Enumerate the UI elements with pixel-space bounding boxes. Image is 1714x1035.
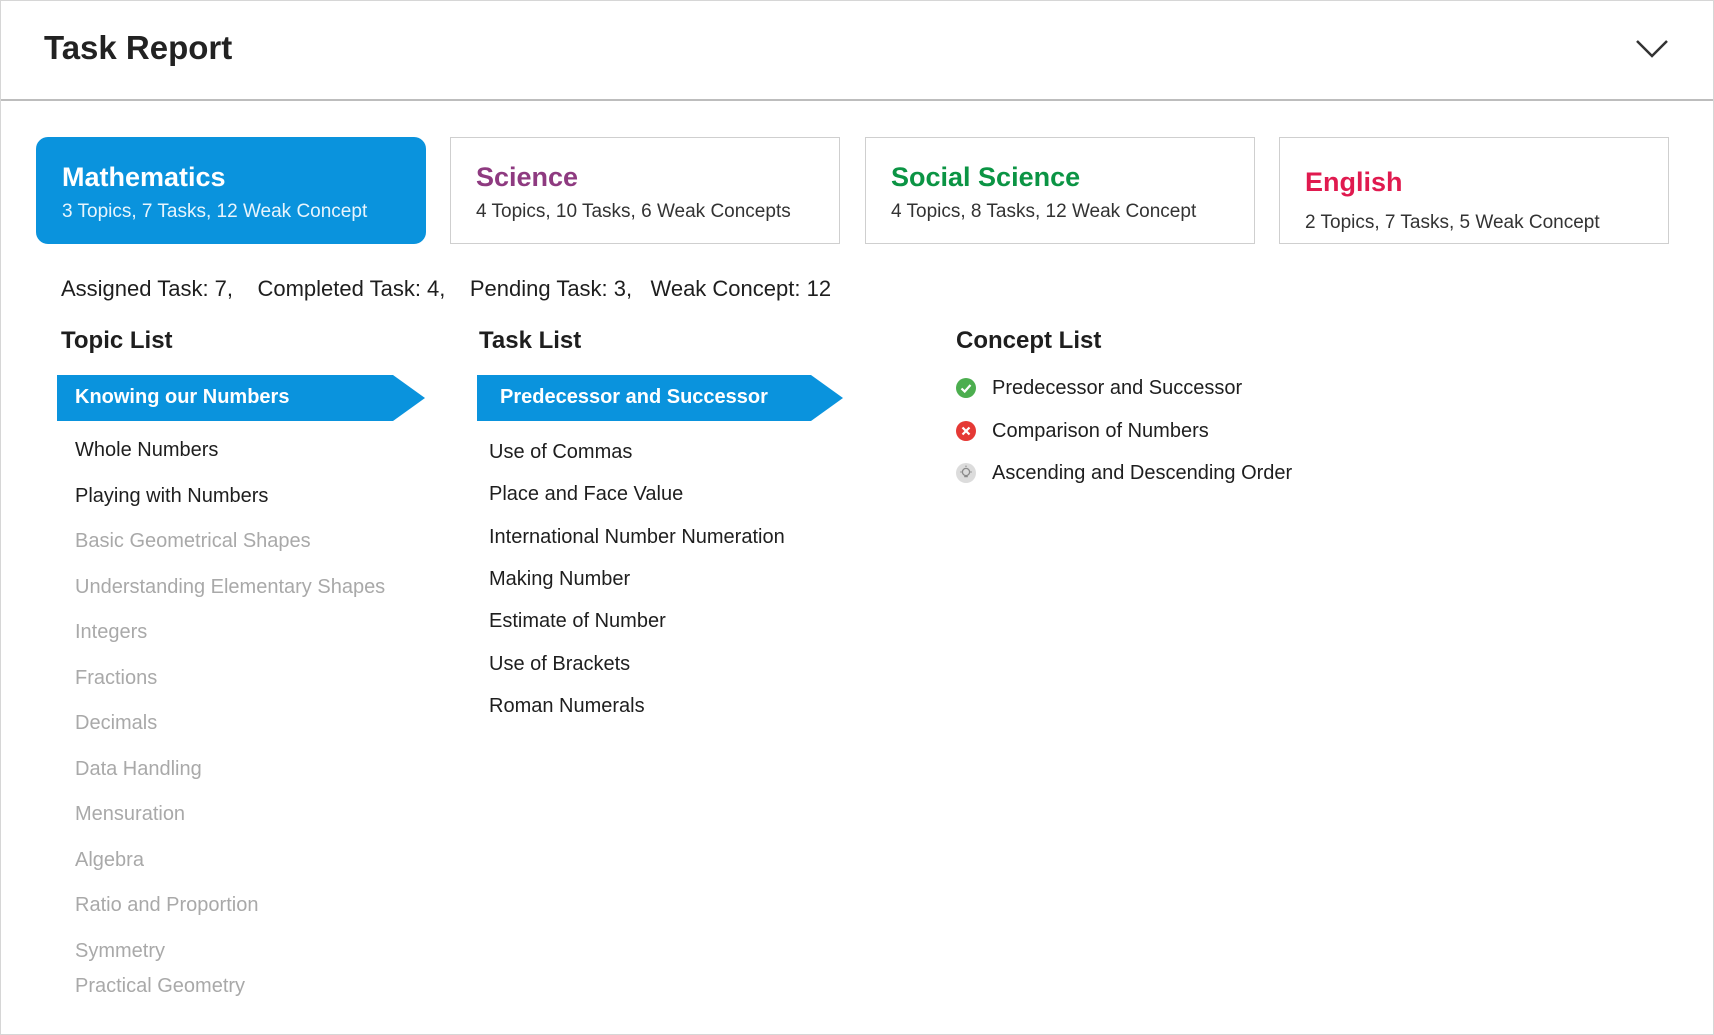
lightbulb-icon [956, 463, 976, 483]
topic-list-title: Topic List [61, 327, 173, 354]
subject-meta: 4 Topics, 8 Tasks, 12 Weak Concept [891, 201, 1197, 222]
topic-item[interactable]: Playing with Numbers [75, 485, 269, 507]
assigned-count: Assigned Task: 7, [61, 276, 234, 301]
concept-item[interactable]: Comparison of Numbers [992, 420, 1209, 442]
topic-item[interactable]: Practical Geometry [75, 975, 246, 997]
subject-name: English [1305, 167, 1403, 197]
check-circle-icon [956, 378, 976, 398]
subject-meta: 4 Topics, 10 Tasks, 6 Weak Concepts [476, 201, 791, 222]
subject-card-social-science[interactable] [865, 137, 1255, 244]
completed-count: Completed Task: 4, [257, 276, 446, 301]
topic-item[interactable]: Understanding Elementary Shapes [75, 576, 386, 598]
subject-card-science[interactable] [450, 137, 840, 244]
subject-meta: 2 Topics, 7 Tasks, 5 Weak Concept [1305, 212, 1600, 233]
topic-item[interactable]: Decimals [75, 712, 158, 734]
task-item[interactable]: Roman Numerals [489, 695, 645, 717]
topic-item[interactable]: Whole Numbers [75, 439, 219, 461]
topic-item[interactable]: Integers [75, 621, 148, 643]
selected-task-label: Predecessor and Successor [500, 386, 768, 408]
cross-circle-icon [956, 421, 976, 441]
task-summary [61, 276, 831, 302]
topic-item[interactable]: Ratio and Proportion [75, 894, 259, 916]
topic-item[interactable]: Mensuration [75, 803, 186, 825]
selected-topic-label: Knowing our Numbers [75, 386, 290, 408]
task-item[interactable]: Use of Commas [489, 441, 633, 463]
task-item[interactable]: Place and Face Value [489, 483, 684, 505]
task-item[interactable]: Use of Brackets [489, 653, 631, 675]
report-header [1, 1, 1713, 101]
subject-card-mathematics[interactable] [36, 137, 426, 244]
page-title: Task Report [44, 29, 233, 66]
subject-name: Mathematics [62, 162, 226, 192]
subject-card-english[interactable] [1279, 137, 1669, 244]
topic-item[interactable]: Symmetry [75, 940, 165, 962]
subject-name: Science [476, 162, 579, 192]
selected-task-banner[interactable] [477, 375, 843, 421]
pending-count: Pending Task: 3, [469, 276, 633, 301]
concept-list-title: Concept List [956, 327, 1102, 354]
selected-topic-banner[interactable] [57, 375, 425, 421]
weak-concept-count: Weak Concept: 12 [650, 276, 832, 301]
topic-item[interactable]: Basic Geometrical Shapes [75, 530, 311, 552]
topic-item[interactable]: Fractions [75, 667, 158, 689]
task-item[interactable]: Estimate of Number [489, 610, 666, 632]
concept-item[interactable]: Predecessor and Successor [992, 377, 1243, 399]
task-item[interactable]: International Number Numeration [489, 526, 785, 548]
subject-name: Social Science [891, 162, 1081, 192]
concept-item[interactable]: Ascending and Descending Order [992, 462, 1293, 484]
chevron-down-icon[interactable] [1635, 37, 1669, 61]
topic-item[interactable]: Data Handling [75, 758, 202, 780]
subject-meta: 3 Topics, 7 Tasks, 12 Weak Concept [62, 201, 368, 222]
task-item[interactable]: Making Number [489, 568, 631, 590]
task-list-title: Task List [479, 327, 582, 354]
topic-item[interactable]: Algebra [75, 849, 144, 871]
